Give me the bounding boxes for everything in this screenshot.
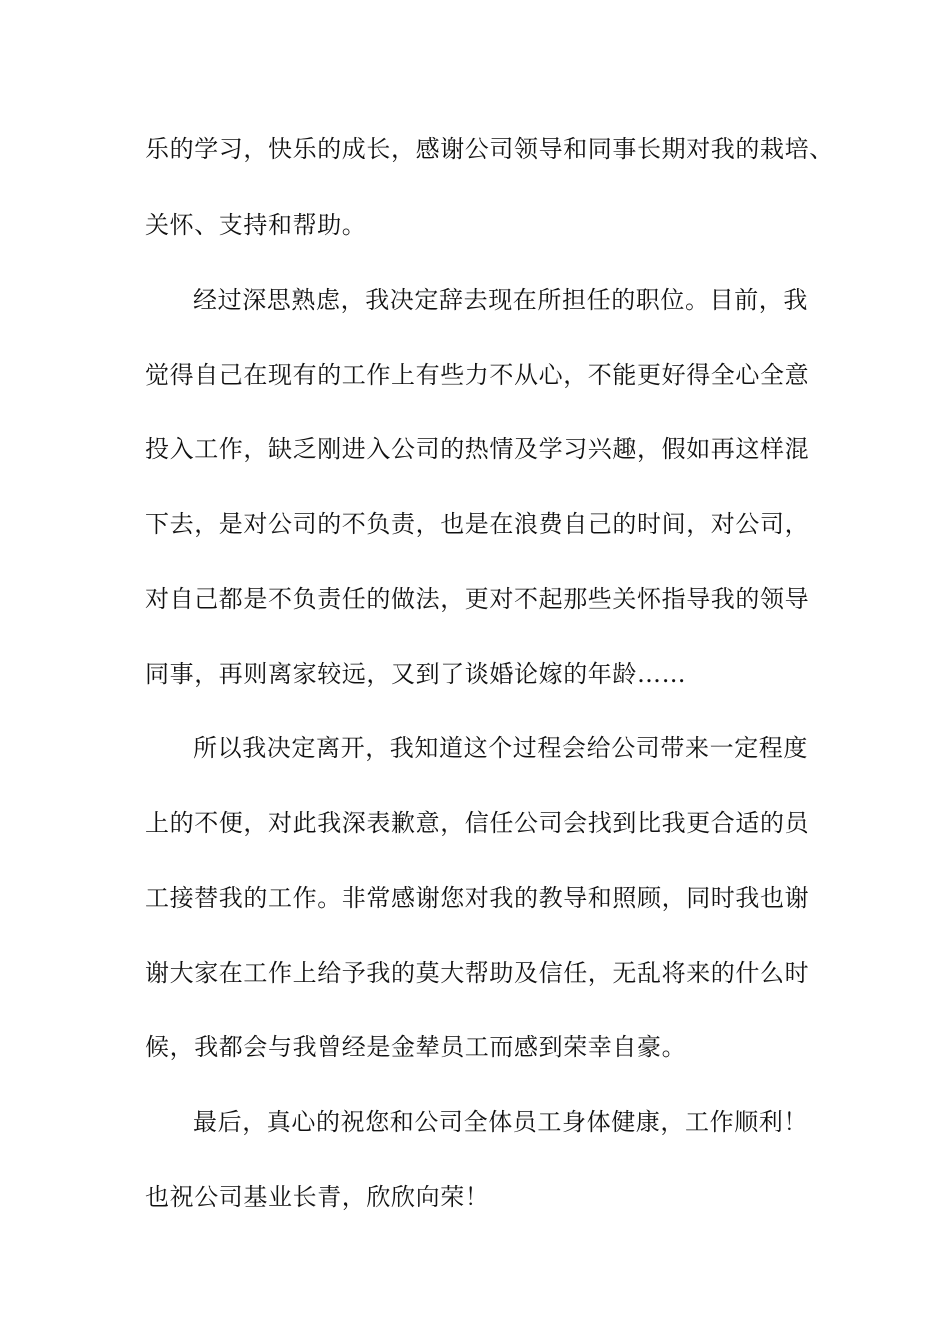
text-line: 觉得自己在现有的工作上有些力不从心，不能更好得全心全意 bbox=[145, 361, 810, 389]
text-line: 最后，真心的祝您和公司全体员工身体健康，工作顺利！ bbox=[193, 1108, 808, 1136]
text-line: 工接替我的工作。非常感谢您对我的教导和照顾，同时我也谢 bbox=[145, 884, 810, 912]
text-line: 对自己都是不负责任的做法，更对不起那些关怀指导我的领导 bbox=[145, 585, 810, 613]
text-line: 所以我决定离开，我知道这个过程会给公司带来一定程度 bbox=[193, 734, 808, 762]
text-line: 上的不便，对此我深表歉意，信任公司会找到比我更合适的员 bbox=[145, 809, 810, 837]
text-line: 候，我都会与我曾经是金辇员工而感到荣幸自豪。 bbox=[145, 1033, 687, 1061]
text-line: 投入工作，缺乏刚进入公司的热情及学习兴趣，假如再这样混 bbox=[145, 435, 810, 463]
text-line: 下去，是对公司的不负责，也是在浪费自己的时间，对公司， bbox=[145, 510, 810, 538]
text-line: 经过深思熟虑，我决定辞去现在所担任的职位。目前，我 bbox=[193, 286, 808, 314]
text-line: 乐的学习，快乐的成长，感谢公司领导和同事长期对我的栽培、 bbox=[145, 135, 834, 163]
text-line: 也祝公司基业长青，欣欣向荣！ bbox=[145, 1183, 490, 1211]
text-line: 谢大家在工作上给予我的莫大帮助及信任，无乱将来的什么时 bbox=[145, 959, 810, 987]
text-line: 同事，再则离家较远，又到了谈婚论嫁的年龄…… bbox=[145, 660, 687, 688]
text-line: 关怀、支持和帮助。 bbox=[145, 211, 367, 239]
